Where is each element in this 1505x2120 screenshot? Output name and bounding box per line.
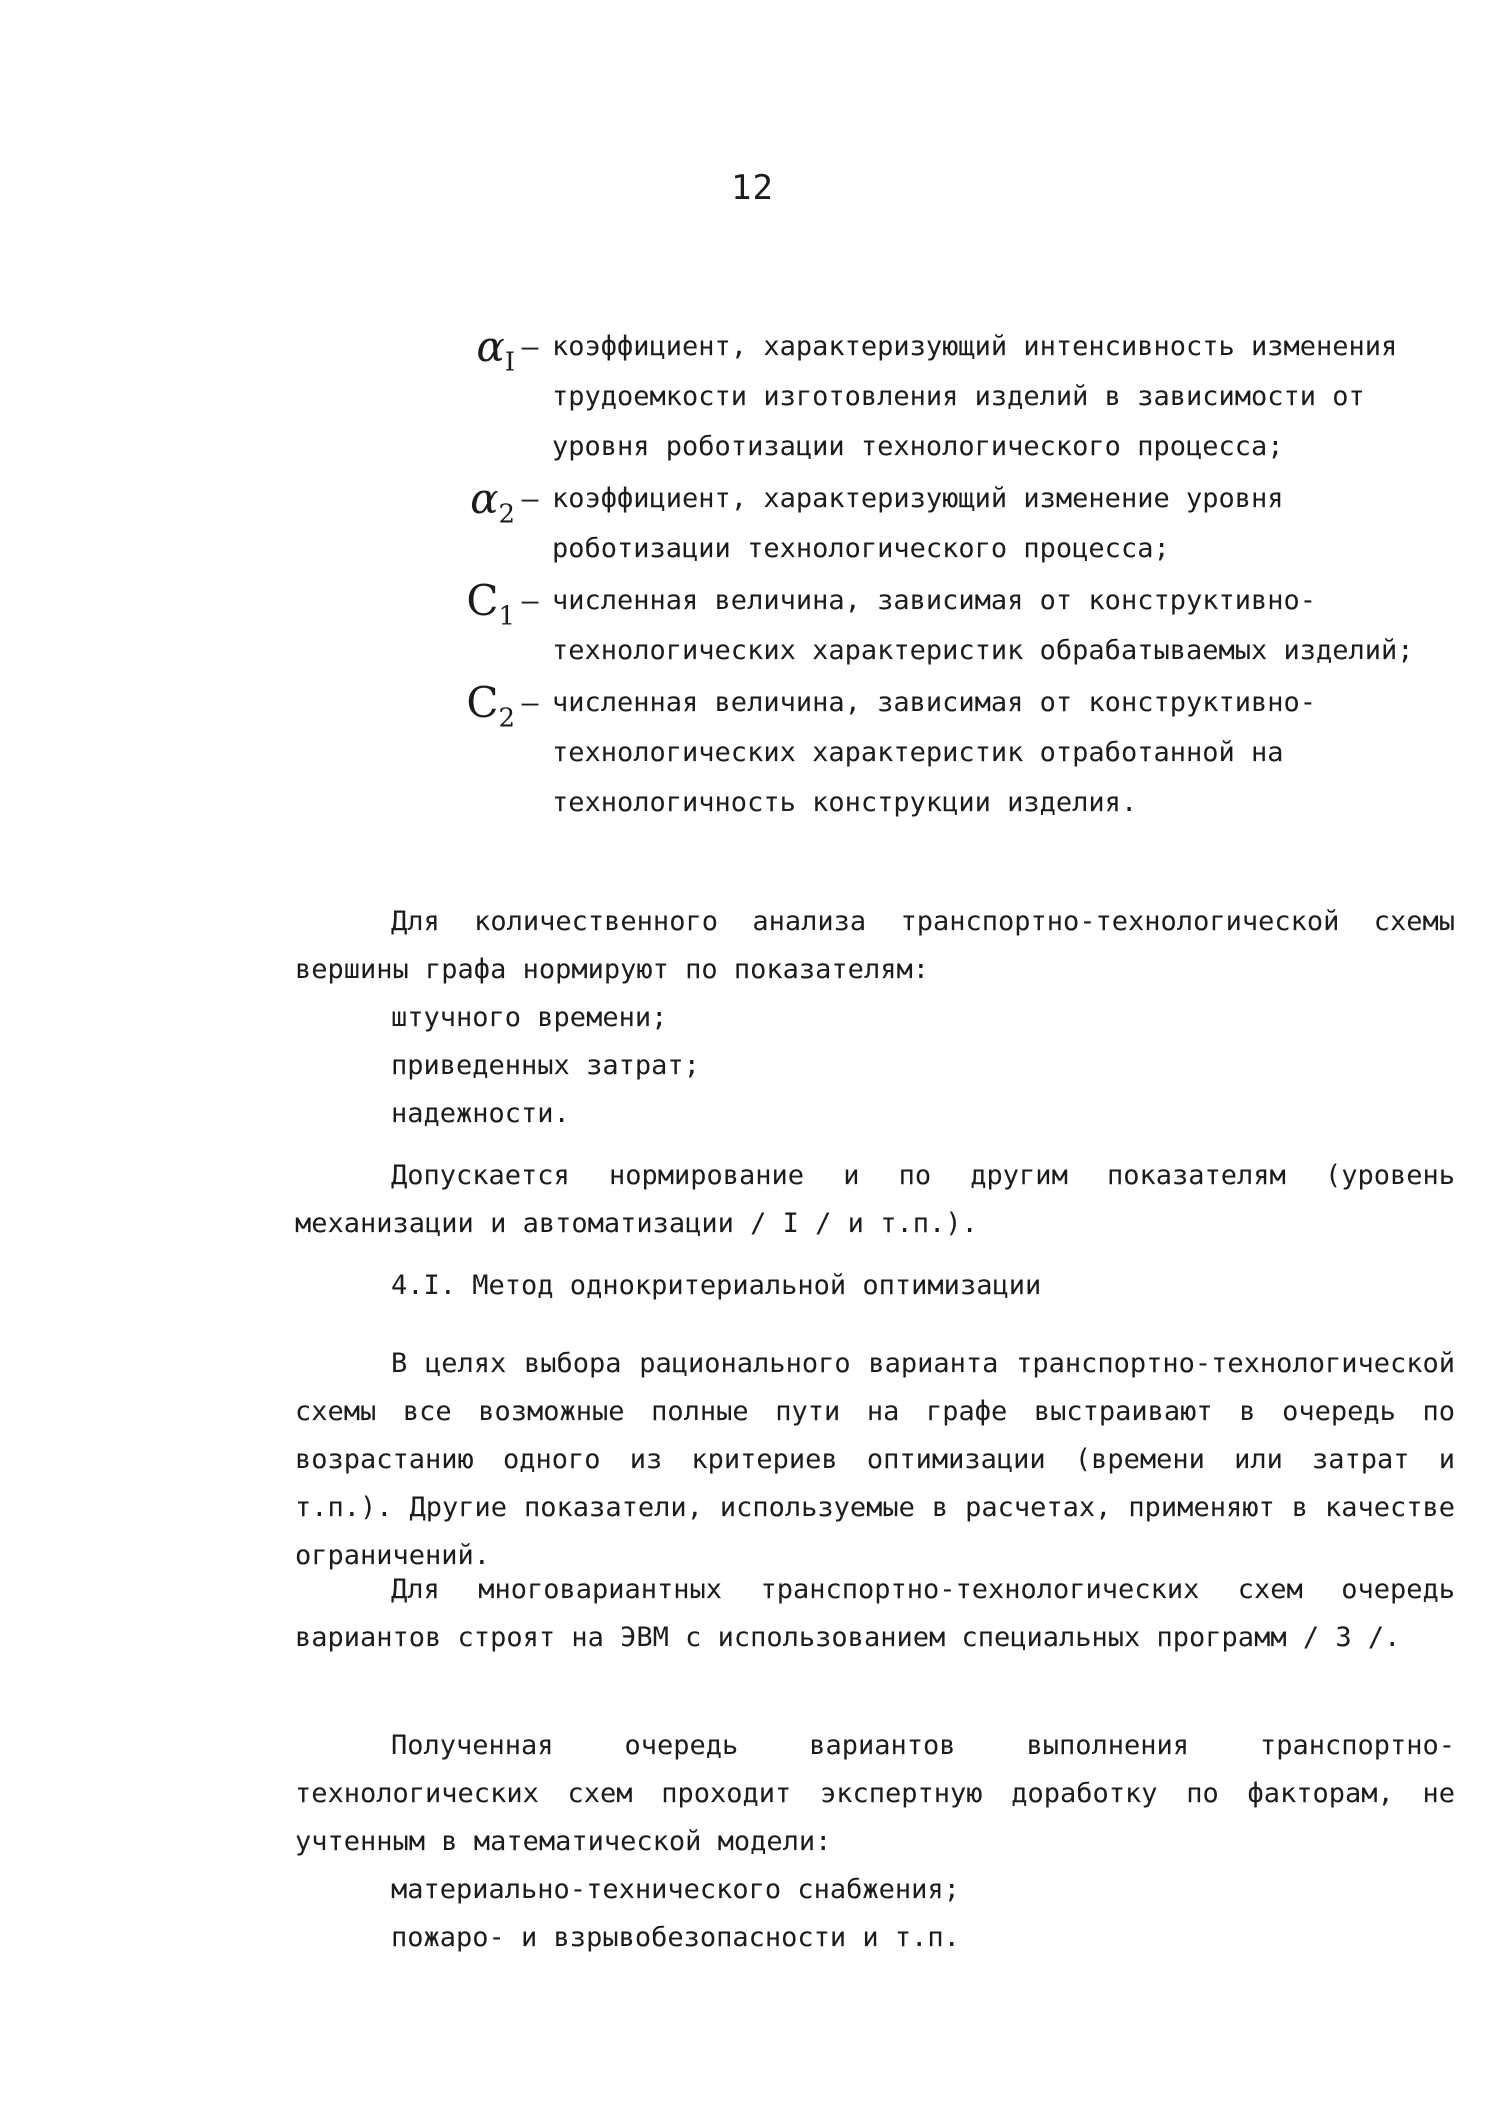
definition-symbol: $C_1$ xyxy=(466,576,515,632)
list-item: штучного времени; xyxy=(391,1002,668,1033)
page-number: 12 xyxy=(731,168,774,208)
definition-text: коэффициент, характеризующий интенсивность изменения трудоемкости изготовления изделий в зависимости от уровня роботизации технологического процесса; xyxy=(552,331,1398,462)
list-item: надежности. xyxy=(391,1098,570,1129)
paragraph-analysis: Для количественного анализа транспортно-технологической схемы вершины графа нормируют по показателям: xyxy=(295,906,1455,985)
list-item: пожаро- и взрывобезопасности и т.п. xyxy=(391,1922,960,1953)
list-item: материально-технического снабжения; xyxy=(391,1874,960,1905)
definition-symbol: $\alpha_2$ xyxy=(470,474,515,530)
paragraph-method: В целях выбора рационального варианта транспортно-технологической схемы все возможные полные пути на графе выстраивают в очередь по возрастанию одного из критериев оптимизации (времени или затрат и т.п.). Другие показатели, используемые в расчетах, применяют в качестве ограничений. xyxy=(295,1348,1455,1571)
definition-text: коэффициент, характеризующий изменение уровня роботизации технологического процесса; xyxy=(552,483,1284,564)
list-item: приведенных затрат; xyxy=(391,1050,700,1081)
definition-dash: – xyxy=(521,584,539,617)
definition-dash: – xyxy=(521,330,539,363)
factors-list xyxy=(391,1866,960,1962)
definition-item xyxy=(415,576,1475,676)
definition-dash: – xyxy=(521,482,539,515)
definition-text: численная величина, зависимая от конструктивно-технологических характеристик отработанной на технологичность конструкции изделия. xyxy=(552,687,1317,818)
paragraph-multivariant: Для многовариантных транспортно-технологических схем очередь вариантов строят на ЭВМ с использованием специальных программ / 3 /. xyxy=(295,1574,1455,1653)
definition-item xyxy=(415,474,1475,574)
definition-dash: – xyxy=(521,686,539,719)
definition-symbol: $\alpha_I$ xyxy=(476,322,515,378)
paragraph-normalization: Допускается нормирование и по другим показателям (уровень механизации и автоматизации / I / и т.п.). xyxy=(295,1160,1455,1239)
indicators-list xyxy=(391,994,700,1138)
definition-text: численная величина, зависимая от конструктивно-технологических характеристик обрабатываемых изделий; xyxy=(552,585,1414,666)
paragraph-expert-review: Полученная очередь вариантов выполнения транспортно-технологических схем проходит экспертную доработку по факторам, не учтенным в математической модели: xyxy=(295,1730,1455,1857)
definition-item xyxy=(415,322,1475,472)
definition-item xyxy=(415,678,1475,828)
definitions-list xyxy=(415,322,1475,830)
definition-symbol: $C_2$ xyxy=(466,678,515,734)
section-heading: 4.I. Метод однокритериальной оптимизации xyxy=(391,1270,1042,1301)
